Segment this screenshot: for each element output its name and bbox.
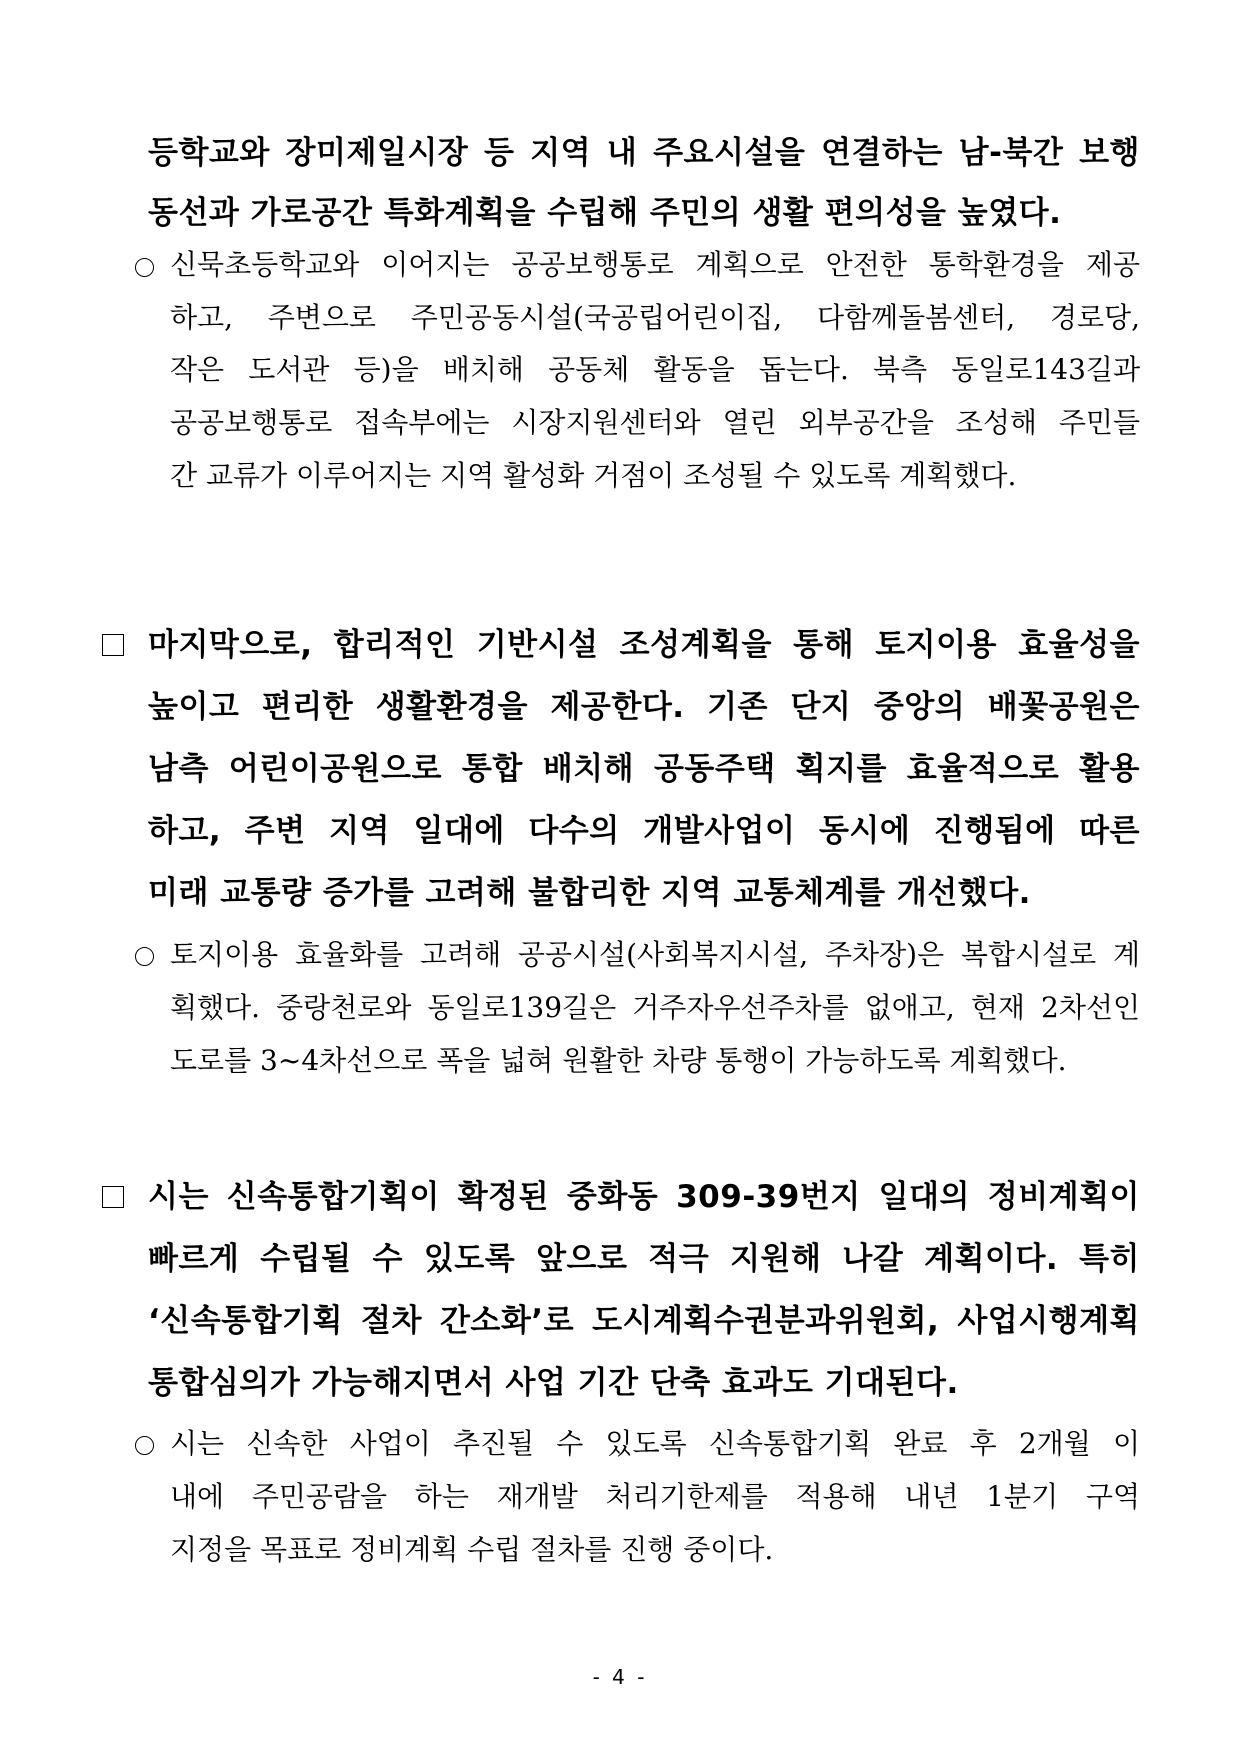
bullet-line: 지정을 목표로 정비계획 수립 절차를 진행 중이다. — [170, 1533, 774, 1566]
checkbox-bullet-icon — [102, 634, 124, 656]
section-line: 시는 신속통합기획이 확정된 중화동 309-39번지 일대의 정비계획이 — [148, 1179, 1140, 1215]
paragraph-line: 등학교와 장미제일시장 등 지역 내 주요시설을 연결하는 남-북간 보행 — [148, 135, 1140, 171]
bullet-line: 획했다. 중랑천로와 동일로139길은 거주자우선주차를 없애고, 현재 2차선인 — [170, 991, 1140, 1024]
circle-bullet-icon — [135, 258, 154, 277]
bullet-line: 하고, 주변으로 주민공동시설(국공립어린이집, 다함께돌봄센터, 경로당, — [170, 301, 1140, 334]
section-line: 미래 교통량 증가를 고려해 불합리한 지역 교통체계를 개선했다. — [148, 875, 1031, 911]
circle-bullet-icon — [135, 1436, 154, 1455]
section-line: 높이고 편리한 생활환경을 제공한다. 기존 단지 중앙의 배꽃공원은 — [148, 689, 1140, 725]
section-line: 하고, 주변 지역 일대에 다수의 개발사업이 동시에 진행됨에 따른 — [148, 813, 1140, 849]
bullet-line: 작은 도서관 등)을 배치해 공동체 활동을 돕는다. 북측 동일로143길과 — [170, 353, 1140, 386]
section-line: 남측 어린이공원으로 통합 배치해 공동주택 획지를 효율적으로 활용 — [148, 751, 1140, 787]
bullet-line: 신묵초등학교와 이어지는 공공보행통로 계획으로 안전한 통학환경을 제공 — [170, 248, 1140, 281]
section-line: 마지막으로, 합리적인 기반시설 조성계획을 통해 토지이용 효율성을 — [148, 627, 1140, 663]
bullet-line: 시는 신속한 사업이 추진될 수 있도록 신속통합기획 완료 후 2개월 이 — [170, 1427, 1140, 1460]
section-line: 빠르게 수립될 수 있도록 앞으로 적극 지원해 나갈 계획이다. 특히 — [148, 1241, 1140, 1277]
bullet-line: 토지이용 효율화를 고려해 공공시설(사회복지시설, 주차장)은 복합시설로 계 — [170, 938, 1140, 971]
circle-bullet-icon — [135, 947, 154, 966]
paragraph-line: 동선과 가로공간 특화계획을 수립해 주민의 생활 편의성을 높였다. — [148, 195, 1062, 231]
bullet-line: 공공보행통로 접속부에는 시장지원센터와 열린 외부공간을 조성해 주민들 — [170, 406, 1140, 439]
checkbox-bullet-icon — [102, 1186, 124, 1208]
section-line: ‘신속통합기획 절차 간소화’로 도시계획수권분과위원회, 사업시행계획 — [148, 1303, 1140, 1339]
section-line: 통합심의가 가능해지면서 사업 기간 단축 효과도 기대된다. — [148, 1365, 959, 1401]
bullet-line: 간 교류가 이루어지는 지역 활성화 거점이 조성될 수 있도록 계획했다. — [170, 459, 1017, 492]
bullet-line: 내에 주민공람을 하는 재개발 처리기한제를 적용해 내년 1분기 구역 — [170, 1480, 1140, 1513]
page-number: - 4 - — [592, 1665, 648, 1689]
bullet-line: 도로를 3~4차선으로 폭을 넓혀 원활한 차량 통행이 가능하도록 계획했다. — [170, 1044, 1067, 1077]
